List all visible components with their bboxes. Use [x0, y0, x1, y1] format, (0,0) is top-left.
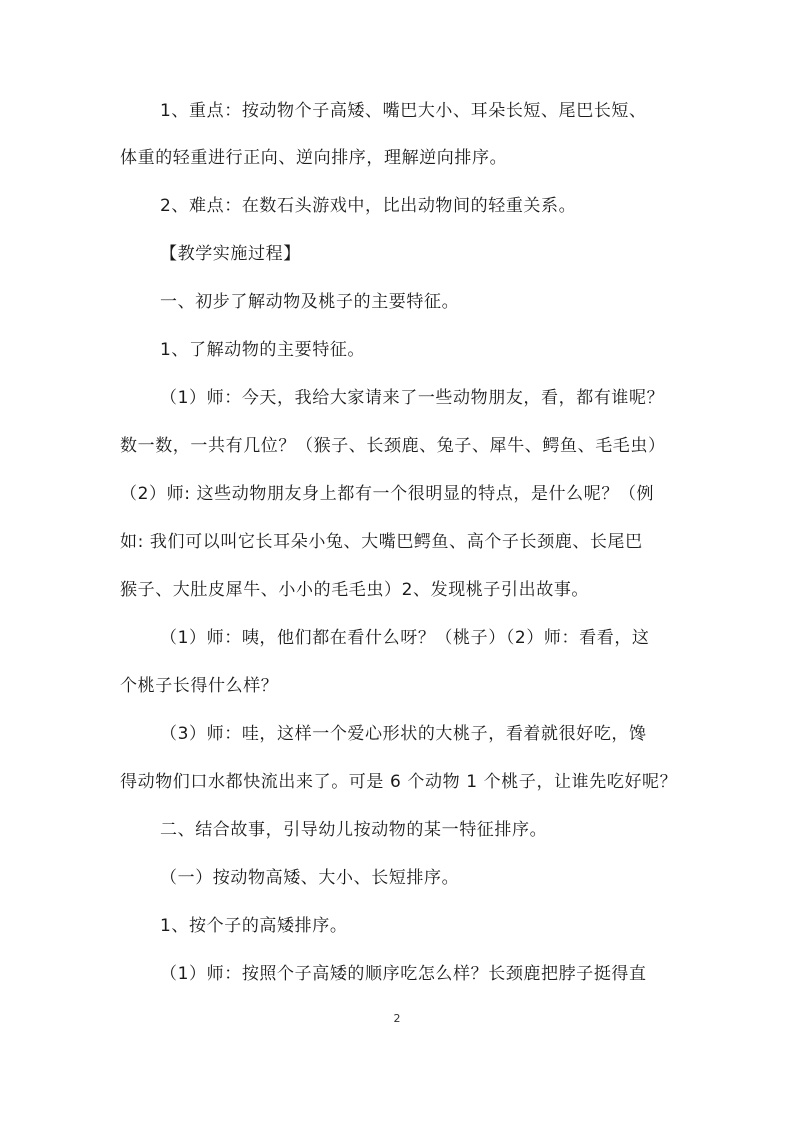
paragraph-line: （2）师: 这些动物朋友身上都有一个很明显的特点，是什么呢？（例: [120, 484, 655, 504]
paragraph-line: 猴子、大肚皮犀牛、小小的毛毛虫）2、发现桃子引出故事。: [120, 580, 590, 600]
paragraph-line: 1、按个子的高矮排序。: [160, 916, 348, 936]
section-heading: 【教学实施过程】: [160, 244, 301, 264]
paragraph-line: （1）师：按照个子高矮的顺序吃怎么样？长颈鹿把脖子挺得直: [160, 964, 647, 984]
paragraph-line: 2、难点：在数石头游戏中，比出动物间的轻重关系。: [160, 196, 577, 216]
page-number: 2: [393, 1012, 401, 1025]
paragraph-line: 体重的轻重进行正向、逆向排序，理解逆向排序。: [120, 148, 508, 168]
paragraph-line: 1、重点：按动物个子高矮、嘴巴大小、耳朵长短、尾巴长短、: [160, 101, 647, 121]
paragraph-line: 数一数，一共有几位？（猴子、长颈鹿、兔子、犀牛、鳄鱼、毛毛虫）: [120, 436, 666, 456]
paragraph-line: 得动物们口水都快流出来了。可是 6 个动物 1 个桃子，让谁先吃好呢？: [120, 772, 678, 792]
paragraph-line: 二、结合故事，引导幼儿按动物的某一特征排序。: [160, 820, 548, 840]
paragraph-line: （一）按动物高矮、大小、长短排序。: [160, 868, 460, 888]
paragraph-line: （1）师：今天，我给大家请来了一些动物朋友，看，都有谁呢？: [160, 388, 665, 408]
paragraph-line: 1、了解动物的主要特征。: [160, 340, 366, 360]
paragraph-line: 个桃子长得什么样？: [120, 676, 279, 696]
paragraph-line: 一、初步了解动物及桃子的主要特征。: [160, 292, 460, 312]
paragraph-line: 如: 我们可以叫它长耳朵小兔、大嘴巴鳄鱼、高个子长颈鹿、长尾巴: [120, 532, 643, 552]
paragraph-line: （3）师：哇，这样一个爱心形状的大桃子，看着就很好吃，馋: [160, 724, 647, 744]
paragraph-line: （1）师：咦，他们都在看什么呀？（桃子）（2）师：看看，这: [160, 628, 650, 648]
